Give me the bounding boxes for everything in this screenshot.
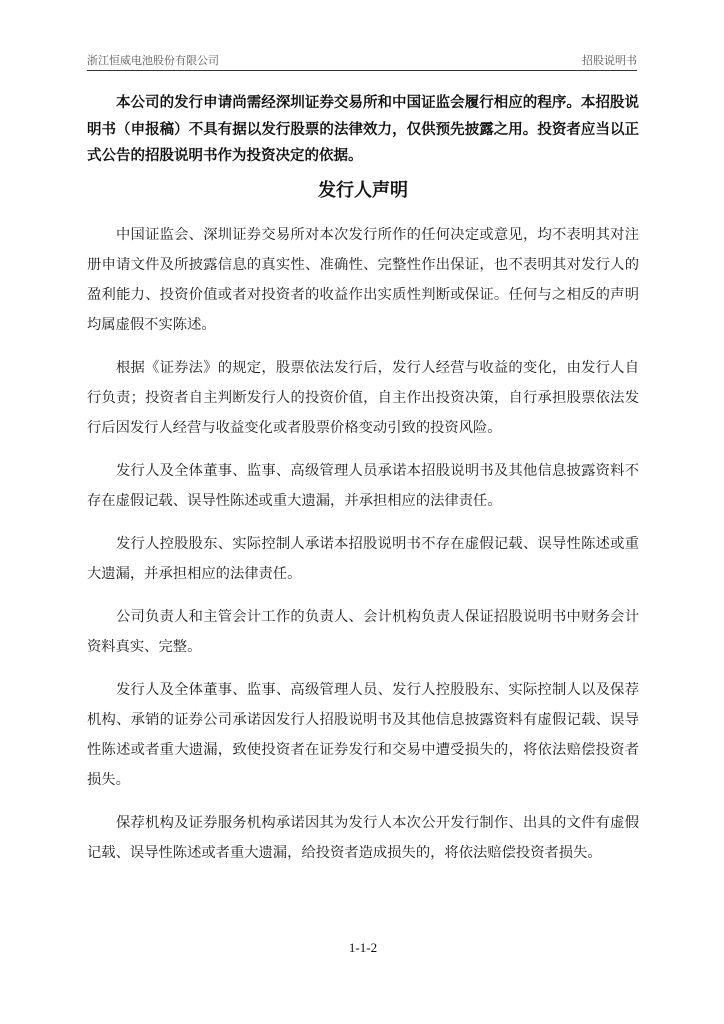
declaration-paragraph: 中国证监会、深圳证券交易所对本次发行所作的任何决定或意见，均不表明其对注册申请文件及所披露信息的真实性、准确性、完整性作出保证，也不表明其对发行人的盈利能力、投资价值或者对投资者的收益作出实质性判断或保证。任何与之相反的声明均属虚假不实陈述。 xyxy=(87,227,639,333)
declaration-paragraph: 发行人及全体董事、监事、高级管理人员、发行人控股股东、实际控制人以及保荐机构、承销的证券公司承诺因发行人招股说明书及其他信息披露资料有虚假记载、误导性陈述或者重大遗漏，致使投资者在证券发行和交易中遭受损失的，将依法赔偿投资者损失。 xyxy=(87,682,639,788)
section-title: 发行人声明 xyxy=(318,180,408,201)
declaration-body xyxy=(87,220,639,881)
declaration-paragraph: 发行人控股股东、实际控制人承诺本招股说明书不存在虚假记载、误导性陈述或重大遗漏，并承担相应的法律责任。 xyxy=(87,536,639,582)
declaration-paragraph: 根据《证券法》的规定，股票依法发行后，发行人经营与收益的变化，由发行人自行负责；投资者自主判断发行人的投资价值，自主作出投资决策，自行承担股票依法发行后因发行人经营与收益变化或者股票价格变动引致的投资风险。 xyxy=(87,360,639,436)
page-number: 1-1-2 xyxy=(348,940,378,955)
declaration-paragraph: 保荐机构及证券服务机构承诺因其为发行人本次公开发行制作、出具的文件有虚假记载、误导性陈述或者重大遗漏，给投资者造成损失的，将依法赔偿投资者损失。 xyxy=(87,815,639,861)
header-company-name: 浙江恒威电池股份有限公司 xyxy=(87,54,219,67)
declaration-paragraph: 发行人及全体董事、监事、高级管理人员承诺本招股说明书及其他信息披露资料不存在虚假记载、误导性陈述或重大遗漏，并承担相应的法律责任。 xyxy=(87,463,639,509)
preliminary-disclosure-notice: 本公司的发行申请尚需经深圳证券交易所和中国证监会履行相应的程序。本招股说明书（申报稿）不具有据以发行股票的法律效力，仅供预先披露之用。投资者应当以正式公告的招股说明书作为投资决定的依据。 xyxy=(87,95,639,164)
page-header xyxy=(87,50,637,71)
declaration-paragraph: 公司负责人和主管会计工作的负责人、会计机构负责人保证招股说明书中财务会计资料真实、完整。 xyxy=(87,609,639,655)
header-document-type: 招股说明书 xyxy=(582,54,637,67)
